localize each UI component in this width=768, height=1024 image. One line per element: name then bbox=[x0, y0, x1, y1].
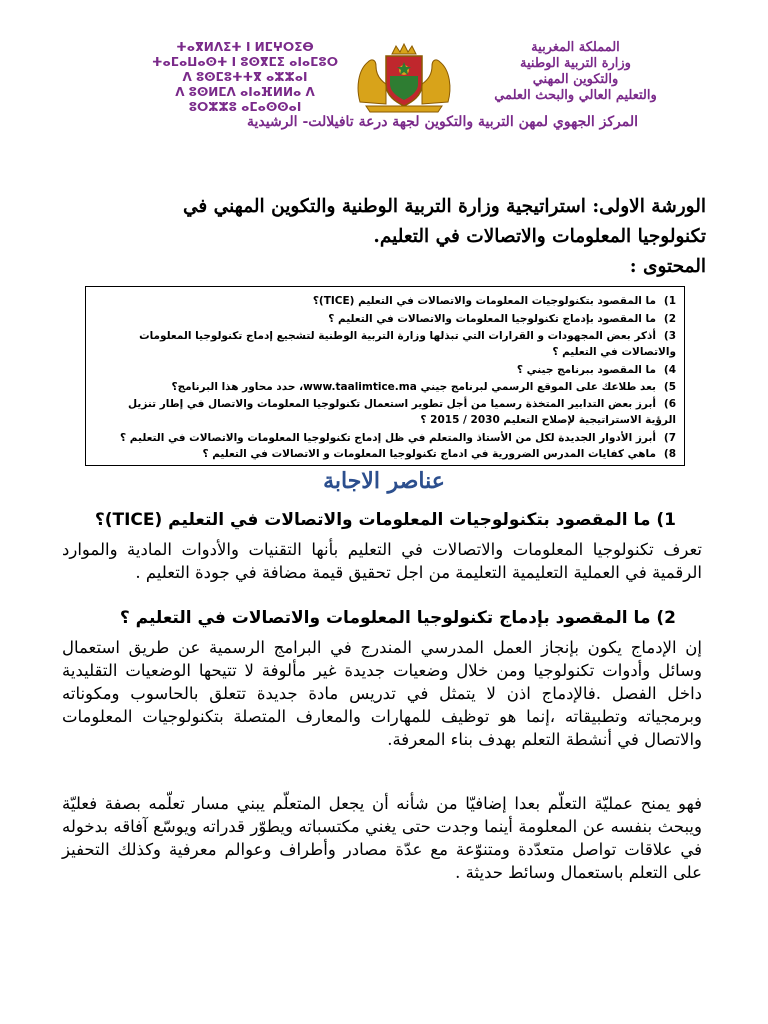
question-number: 3) bbox=[663, 330, 676, 342]
moroccan-coat-of-arms-emblem bbox=[346, 40, 462, 114]
arabic-institution-line: المملكة المغربية bbox=[531, 40, 620, 55]
question-number: 2) bbox=[663, 313, 676, 325]
answer-2-heading: 2) ما المقصود بإدماج تكنولوجيا المعلومات والاتصالات في التعليم ؟ bbox=[119, 608, 676, 628]
answer-1-paragraph: تعرف تكنولوجيا المعلومات والاتصالات في التعليم بأنها التقنيات والأدوات المادية والموارد الرقمية في العملية التعليمية التعليمة من اجل تحقيق قيمة مضافة في جودة التعليم . bbox=[62, 540, 702, 582]
answer-2-paragraph-1: إن الإدماج يكون بإنجاز العمل المدرسي المندرج في البرامج الرسمية عن طريق استعمال وسائل وأدوات تكنولوجيا ومن خلال وضعيات جديدة غير مألوفة لا تتيحها الوضعيات التقليدية داخل الفصل .فالإدماج اذن لا يتمثل في تدريس مادة جديدة تتعلق بالحاسوب ومكوناته وبرمجياته وتطبيقاته ،إنما هو توظيف للمهارات والمعارف المتصلة بتكنولوجيات المعلومات والاتصال في أنشطة التعلم بهدف بناء المعرفة. bbox=[62, 638, 702, 749]
question-item bbox=[92, 432, 676, 445]
answer-1-heading: 1) ما المقصود بتكنولوجيات المعلومات والاتصالات في التعليم (TICE)؟ bbox=[94, 510, 676, 530]
tifinagh-line: ⵜⴰⴳⵍⴷⵉⵜ ⵏ ⵍⵎⵖⵔⵉⴱ bbox=[176, 40, 314, 54]
question-text: ماهي كفايات المدرس الضرورية في ادماج تكنولوجيا المعلومات و الاتصالات في التعليم ؟ bbox=[202, 448, 656, 460]
answer-2-paragraph-2: فهو يمنح عمليّة التعلّم بعدا إضافيّا من شأنه أن يجعل المتعلّم يبني مسار تعلّمه بصفة فعليّة ويبحث بنفسه عن المعلومة أينما وجدت حتى يغني مكتسباته ويطوّر قدراته ويوسّع آفاقه بدخوله في علاقات تواصل متعدّدة ومتنوّعة مع عدّة مصادر وأطراف وعوالم معرفية وكذلك التحفيز على التعلم باستعمال وسائط حديثة . bbox=[62, 794, 702, 882]
tifinagh-line: ⴷ ⵓⵙⵎⵓⵜⵜⴳ ⴰⵣⵣⴰⵏ bbox=[182, 70, 308, 84]
question-continuation: الرؤية الاستراتيجية لإصلاح التعليم 2030 / 2015 ؟ bbox=[420, 414, 676, 426]
question-item bbox=[92, 330, 676, 343]
question-item bbox=[92, 364, 676, 377]
question-item bbox=[92, 398, 676, 411]
question-item bbox=[92, 313, 676, 326]
question-number: 8) bbox=[663, 448, 676, 460]
question-text: ما المقصود بإدماج تكنولوجيا المعلومات والاتصالات في التعليم ؟ bbox=[328, 313, 656, 325]
question-text: أبرز الأدوار الجديدة لكل من الأستاذ والمتعلم في ظل إدماج تكنولوجيا المعلومات والاتصالات في التعليم ؟ bbox=[120, 432, 656, 444]
question-number: 7) bbox=[663, 432, 676, 444]
question-text: أبرز بعض التدابير المتخذة رسميا من أجل تطوير استعمال تكنولوجيا المعلومات والاتصال في إطار تنزيل bbox=[128, 398, 656, 410]
document-header bbox=[0, 0, 768, 170]
question-number: 4) bbox=[663, 364, 676, 376]
workshop-title-line1: الورشة الاولى: استراتيجية وزارة التربية الوطنية والتكوين المهني في bbox=[182, 196, 706, 217]
questions-box bbox=[85, 286, 685, 466]
question-item bbox=[92, 295, 676, 308]
arabic-institution-name bbox=[478, 40, 673, 104]
arabic-institution-line: والتعليم العالي والبحث العلمي bbox=[494, 88, 657, 103]
question-item bbox=[92, 381, 676, 394]
regional-center-name: المركز الجهوي لمهن التربية والتكوين لجهة درعة تافيلالت- الرشيدية bbox=[246, 114, 638, 130]
question-item bbox=[92, 448, 676, 461]
question-number: 5) bbox=[663, 381, 676, 393]
question-number: 1) bbox=[663, 295, 676, 307]
contents-label: المحتوى : bbox=[629, 256, 706, 277]
workshop-title-line2: تكنولوجيا المعلومات والاتصالات في التعليم. bbox=[373, 226, 706, 247]
question-number: 6) bbox=[663, 398, 676, 410]
tifinagh-institution-name bbox=[150, 40, 340, 115]
question-text: أذكر بعض المجهودات و القرارات التي تبذلها وزارة التربية الوطنية لتشجيع إدماج تكنولوجيا المعلومات bbox=[139, 330, 656, 342]
question-text: ما المقصود ببرنامج جيني ؟ bbox=[516, 364, 656, 376]
question-text: ما المقصود بتكنولوجيات المعلومات والاتصالات في التعليم (TICE)؟ bbox=[312, 295, 656, 307]
question-text: بعد طلاعك على الموقع الرسمي لبرنامج جيني www.taalimtice.ma، حدد محاور هذا البرنامج؟ bbox=[171, 381, 656, 393]
arabic-institution-line: والتكوين المهني bbox=[532, 72, 619, 87]
question-continuation: والاتصالات في التعليم ؟ bbox=[552, 346, 676, 358]
arabic-institution-line: وزارة التربية الوطنية bbox=[520, 56, 631, 71]
tifinagh-line: ⵜⴰⵎⴰⵡⴰⵙⵜ ⵏ ⵓⵙⴳⵎⵉ ⴰⵏⴰⵎⵓⵔ bbox=[152, 55, 338, 69]
answers-section-title: عناصر الاجابة bbox=[323, 468, 445, 494]
tifinagh-line: ⴷ ⵓⵙⵍⵎⴷ ⴰⵏⴰⴼⵍⵍⴰ ⴷ ⵓⵔⵣⵣⵓ ⴰⵎⴰⵙⵙⴰⵏ bbox=[175, 85, 315, 114]
